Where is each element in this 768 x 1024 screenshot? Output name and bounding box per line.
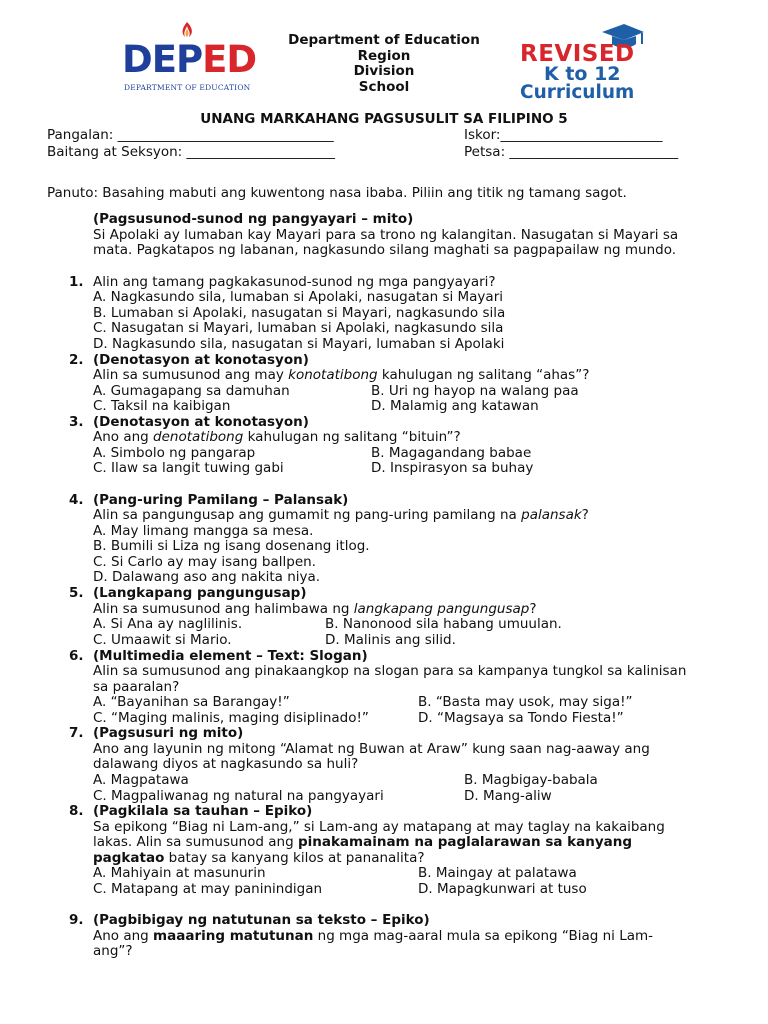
question-number: 2. <box>69 352 84 368</box>
question-text-line-1: Alin sa sumusunod ang pinakaangkop na slogan para sa kampanya tungkol sa kalinisan <box>93 663 687 679</box>
question-text-line-1: Sa epikong “Biag ni Lam-ang,” si Lam-ang ay matapang at may taglay na kakaibang <box>93 819 665 835</box>
story-heading: (Pagsusunod-sunod ng pangyayari – mito) <box>93 211 414 227</box>
question-text-line-1: Ano ang layunin ng mitong “Alamat ng Buwan at Araw” kung saan nag-aaway ang <box>93 741 650 757</box>
question-text <box>93 368 723 384</box>
text-part: lakas. Alin sa sumusunod ang <box>93 834 298 850</box>
curriculum-text: Curriculum <box>520 82 635 103</box>
text-bold: pagkatao <box>93 850 165 866</box>
option-c[interactable]: C. Taksil na kaibigan <box>93 398 231 414</box>
question-text <box>93 430 723 446</box>
option-b[interactable]: B. “Basta may usok, may siga!” <box>418 694 633 710</box>
revised-k12-logo <box>514 22 652 102</box>
text-part: batay sa kanyang kilos at pananalita? <box>164 850 425 866</box>
option-b[interactable]: B. Uri ng hayop na walang paa <box>371 383 579 399</box>
option-c[interactable]: C. Umaawit si Mario. <box>93 632 232 648</box>
exam-title: UNANG MARKAHANG PAGSUSULIT SA FILIPINO 5 <box>200 111 568 127</box>
instructions: Panuto: Basahing mabuti ang kuwentong nasa ibaba. Piliin ang titik ng tamang sagot. <box>47 185 627 201</box>
option-c[interactable]: C. Matapang at may paninindigan <box>93 881 323 897</box>
option-c[interactable]: C. “Maging malinis, maging disiplinado!” <box>93 710 369 726</box>
text-emphasis: denotatibong <box>153 429 244 445</box>
option-a[interactable]: A. Magpatawa <box>93 772 189 788</box>
option-d[interactable]: D. Nagkasundo sila, nasugatan si Mayari, lumaban si Apolaki <box>93 336 505 352</box>
text-part: Ano ang <box>93 429 154 445</box>
question-text-line-2: dalawang diyos at nagkasundo sa huli? <box>93 756 359 772</box>
text-part: kahulugan ng salitang “ahas”? <box>377 367 590 383</box>
header-division: Division <box>353 63 415 79</box>
question-number: 1. <box>69 274 84 290</box>
text-part: ? <box>529 601 537 617</box>
question-number: 8. <box>69 803 84 819</box>
text-emphasis: palansak <box>521 507 582 523</box>
text-part: ng mga mag-aaral mula sa epikong “Biag ni Lam- <box>313 928 654 944</box>
question-heading: (Denotasyon at konotasyon) <box>93 414 309 430</box>
option-d[interactable]: D. “Magsaya sa Tondo Fiesta!” <box>418 710 624 726</box>
text-emphasis: konotatibong <box>288 367 378 383</box>
option-a[interactable]: A. May limang mangga sa mesa. <box>93 523 314 539</box>
deped-subtitle: DEPARTMENT OF EDUCATION <box>124 83 251 92</box>
question-heading: (Langkapang pangungusap) <box>93 585 307 601</box>
school-header <box>270 33 498 95</box>
option-b[interactable]: B. Bumili si Liza ng isang dosenang itlog. <box>93 538 370 554</box>
question-number: 9. <box>69 912 84 928</box>
option-a[interactable]: A. Si Ana ay naglilinis. <box>93 616 243 632</box>
deped-word-ed: ED <box>202 38 257 81</box>
question-heading: (Pagsusuri ng mito) <box>93 725 244 741</box>
question-text-line-1 <box>93 929 723 945</box>
option-b[interactable]: B. Magbigay-babala <box>464 772 598 788</box>
grade-section-field[interactable]: Baitang at Seksyon: ______________________ <box>47 144 335 160</box>
question-heading: (Denotasyon at konotasyon) <box>93 352 309 368</box>
option-a[interactable]: A. Gumagapang sa damuhan <box>93 383 290 399</box>
question-number: 6. <box>69 648 84 664</box>
deped-logo <box>118 20 260 92</box>
option-d[interactable]: D. Malinis ang silid. <box>325 632 456 648</box>
option-d[interactable]: D. Mang-aliw <box>464 788 552 804</box>
question-heading: (Pagkilala sa tauhan – Epiko) <box>93 803 313 819</box>
deped-wordmark <box>122 40 256 80</box>
name-field[interactable]: Pangalan: ________________________________ <box>47 127 334 143</box>
option-b[interactable]: B. Nanonood sila habang umuulan. <box>325 616 562 632</box>
question-number: 4. <box>69 492 84 508</box>
question-text <box>93 508 723 524</box>
option-c[interactable]: C. Si Carlo ay may isang ballpen. <box>93 554 316 570</box>
option-a[interactable]: A. Simbolo ng pangarap <box>93 445 256 461</box>
option-d[interactable]: D. Dalawang aso ang nakita niya. <box>93 569 321 585</box>
option-a[interactable]: A. “Bayanihan sa Barangay!” <box>93 694 290 710</box>
question-heading: (Pagbibigay ng natutunan sa teksto – Epiko) <box>93 912 430 928</box>
text-part: Ano ang <box>93 928 154 944</box>
question-text-line-2 <box>93 835 723 851</box>
text-bold: pinakamainam na paglalarawan sa kanyang <box>297 834 633 850</box>
option-d[interactable]: D. Malamig ang katawan <box>371 398 539 414</box>
header-region: Region <box>357 47 411 64</box>
score-field[interactable]: Iskor:________________________ <box>464 127 663 143</box>
story-line-2: mata. Pagkatapos ng labanan, nagkasundo silang maghati sa pagpapailaw ng mundo. <box>93 242 677 258</box>
question-text: Alin ang tamang pagkakasunod-sunod ng mga pangyayari? <box>93 274 496 290</box>
text-part: Alin sa sumusunod ang may <box>93 367 289 383</box>
k12-text: K to 12 <box>544 63 621 85</box>
question-number: 3. <box>69 414 84 430</box>
option-d[interactable]: D. Mapagkunwari at tuso <box>418 881 587 897</box>
option-c[interactable]: C. Nasugatan si Mayari, lumaban si Apolaki, nagkasundo sila <box>93 320 504 336</box>
option-c[interactable]: C. Ilaw sa langit tuwing gabi <box>93 460 284 476</box>
date-field[interactable]: Petsa: _________________________ <box>464 144 679 160</box>
option-d[interactable]: D. Inspirasyon sa buhay <box>371 460 534 476</box>
question-text-line-2: sa paaralan? <box>93 679 180 695</box>
option-b[interactable]: B. Magagandang babae <box>371 445 532 461</box>
header-school: School <box>358 78 410 95</box>
question-number: 7. <box>69 725 84 741</box>
deped-word-dep: DEP <box>122 38 203 81</box>
text-part: Alin sa sumusunod ang halimbawa ng <box>93 601 354 617</box>
text-part: ? <box>581 507 589 523</box>
option-b[interactable]: B. Maingay at palatawa <box>418 865 577 881</box>
story-line-1: Si Apolaki ay lumaban kay Mayari para sa trono ng kalangitan. Nasugatan si Mayari sa <box>93 227 679 243</box>
question-heading: (Pang-uring Pamilang – Palansak) <box>93 492 349 508</box>
option-a[interactable]: A. Mahiyain at masunurin <box>93 865 266 881</box>
header-department: Department of Education <box>288 32 480 48</box>
question-heading: (Multimedia element – Text: Slogan) <box>93 648 368 664</box>
question-text-line-2: ang”? <box>93 943 133 959</box>
text-emphasis: langkapang pangungusap <box>353 601 530 617</box>
question-number: 5. <box>69 585 84 601</box>
option-a[interactable]: A. Nagkasundo sila, lumaban si Apolaki, nasugatan si Mayari <box>93 289 503 305</box>
text-bold: maaaring matutunan <box>153 928 314 944</box>
option-b[interactable]: B. Lumaban si Apolaki, nasugatan si Mayari, nagkasundo sila <box>93 305 506 321</box>
option-c[interactable]: C. Magpaliwanag ng natural na pangyayari <box>93 788 384 804</box>
text-part: kahulugan ng salitang “bituin”? <box>243 429 461 445</box>
revised-text: REVISED <box>520 41 635 67</box>
text-part: Alin sa pangungusap ang gumamit ng pang-uring pamilang na <box>93 507 522 523</box>
